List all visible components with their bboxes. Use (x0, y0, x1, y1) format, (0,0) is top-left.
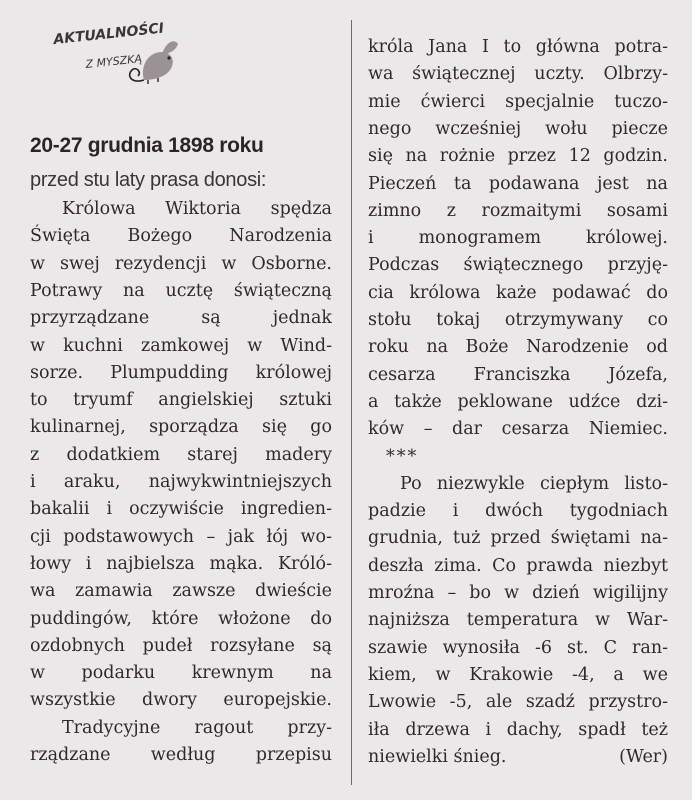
mouse-logo (52, 10, 192, 90)
text-line: mie ćwierci specjalnie tuczo- (368, 91, 668, 112)
text-line: cji podstawowych – jak łój wo- (30, 526, 332, 547)
text-line: roku na Boże Narodzenie od (368, 337, 668, 358)
text-line: się na rożnie przez 12 godzin. (368, 146, 668, 167)
text-line: puddingów, które włożone do (30, 608, 332, 629)
text-line: Po niezwykle ciepłym listo- (400, 473, 668, 494)
text-line: a także peklowane udźce dzi- (368, 391, 668, 412)
text-line: najniższa temperatura w War- (368, 610, 668, 631)
text-line: rządzane według przepisu (30, 745, 332, 765)
text-line: Tradycyjne ragout przy- (62, 717, 332, 738)
text-line: cesarza Franciszka Józefa, (368, 364, 668, 385)
text-line: cia królowa każe podawać do (368, 282, 668, 303)
article-date-heading: 20-27 grudnia 1898 roku (30, 134, 264, 157)
text-line: *** (386, 446, 419, 467)
text-line: kulinarnej, sporządza się go (30, 417, 332, 438)
text-line: ków – dar cesarza Niemiec. (368, 419, 668, 440)
text-line: to tryumf angielskiej sztuki (30, 390, 332, 411)
text-line: łowy i najbielsza mąka. Króló- (30, 553, 332, 574)
text-line: Święta Bożego Narodzenia (30, 226, 332, 247)
text-line: i monogramem królowej. (368, 228, 668, 249)
text-line: kiem, w Krakowie -4, a we (368, 664, 668, 685)
text-line: ozdobnych pudeł rozsyłane są (30, 635, 332, 656)
text-line: sorze. Plumpudding królowej (30, 362, 332, 383)
text-line: szawie wynosiła -6 st. C ran- (368, 637, 668, 658)
text-line: iła drzewa i dachy, spadł też (368, 719, 668, 740)
text-line: grudnia, tuż przed świętami na- (368, 528, 668, 549)
text-line: wszystkie dwory europejskie. (30, 690, 332, 711)
text-line: wa zamawia zawsze dwieście (30, 581, 332, 602)
text-line: niewielki śnieg. (368, 746, 507, 767)
text-line: padzie i dwóch tygodniach (368, 501, 668, 522)
text-line: i araku, najwykwintniejszych (30, 472, 332, 492)
text-line: mroźna – bo w dzień wigilijny (368, 583, 668, 603)
text-line: Lwowie -5, ale szadź przystro- (368, 692, 668, 713)
text-line: nego wcześniej wołu piecze (368, 118, 668, 139)
text-line: Podczas świątecznego przyję- (368, 255, 668, 276)
text-line: króla Jana I to główna potra- (368, 37, 668, 57)
column-divider (351, 20, 352, 785)
text-line: deszła zima. Co prawda niezbyt (368, 555, 668, 576)
text-line: Pieczeń ta podawana jest na (368, 173, 668, 194)
article-lead: przed stu laty prasa donosi: (30, 169, 267, 191)
text-line: Królowa Wiktoria spędza (62, 199, 332, 219)
text-line: stołu tokaj otrzymywany co (368, 310, 668, 330)
author-signature: (Wer) (619, 746, 668, 767)
text-line: przyrządzane są jednak (30, 308, 332, 329)
text-line: w kuchni zamkowej w Wind- (30, 335, 332, 356)
text-line: z dodatkiem starej madery (30, 444, 332, 465)
logo-title: AKTUALNOŚCI (52, 20, 165, 48)
text-line: w podarku krewnym na (30, 663, 332, 684)
text-line: Potrawy na ucztę świąteczną (30, 280, 332, 301)
text-line: zimno z rozmaitymi sosami (368, 200, 668, 221)
logo-subtitle: Z MYSZKĄ (84, 52, 143, 71)
text-line: w swej rezydencji w Osborne. (30, 253, 332, 274)
text-line: wa świątecznej uczty. Olbrzy- (368, 64, 668, 85)
text-line: bakalii i oczywiście ingredien- (30, 499, 332, 520)
